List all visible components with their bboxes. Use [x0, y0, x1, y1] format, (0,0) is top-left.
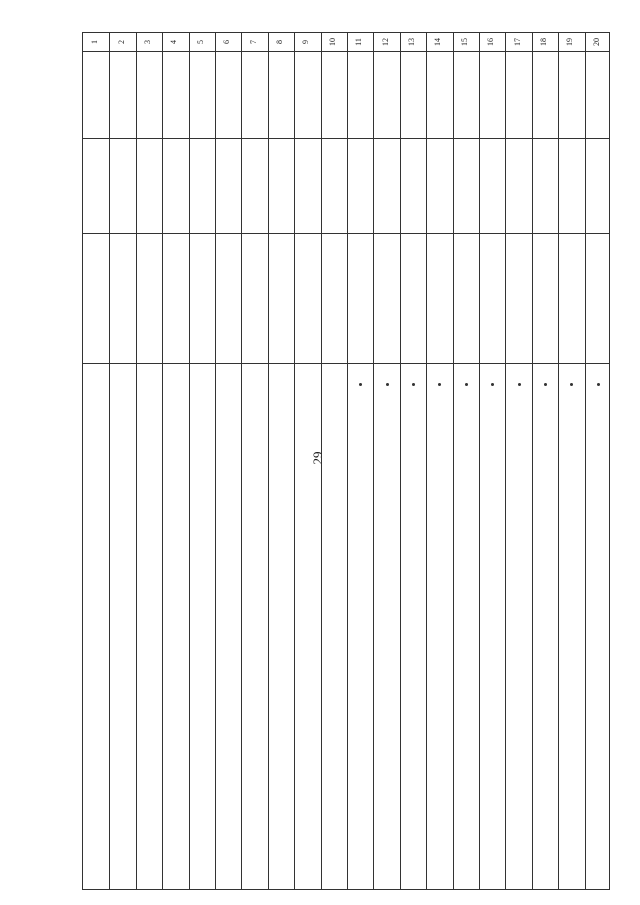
- column-number: 19: [565, 38, 575, 46]
- table-column-divider: [426, 33, 427, 889]
- column-number: 15: [459, 38, 469, 46]
- column-number: 4: [169, 40, 179, 44]
- table-column-divider: [373, 33, 374, 889]
- table-column-divider: [162, 33, 163, 889]
- empty-cell-marker: [544, 383, 547, 386]
- page-number: 29: [310, 451, 325, 465]
- column-number: 3: [143, 40, 152, 44]
- empty-cell-marker: [491, 383, 494, 386]
- column-number: 20: [591, 38, 601, 46]
- column-number: 8: [275, 40, 284, 44]
- column-number: 10: [327, 38, 337, 46]
- empty-cell-marker: [412, 383, 415, 386]
- table-row-divider: [83, 363, 609, 364]
- table-row-divider: [83, 138, 609, 139]
- empty-cell-marker: [518, 383, 521, 386]
- table-column-divider: [532, 33, 533, 889]
- table-column-divider: [453, 33, 454, 889]
- column-number: 14: [433, 38, 443, 46]
- empty-cell-marker: [597, 383, 600, 386]
- column-number: 9: [301, 40, 311, 44]
- table-column-divider: [241, 33, 242, 889]
- table-row-divider: [83, 51, 609, 52]
- table-column-divider: [479, 33, 480, 889]
- column-number: 5: [195, 40, 205, 44]
- column-number: 16: [486, 38, 496, 46]
- column-number: 1: [90, 40, 100, 44]
- empty-cell-marker: [570, 383, 573, 386]
- column-number: 7: [248, 40, 258, 44]
- empty-cell-marker: [359, 383, 362, 386]
- column-number: 11: [354, 38, 364, 46]
- table-column-divider: [505, 33, 506, 889]
- column-number: 13: [407, 38, 416, 46]
- table-column-divider: [268, 33, 269, 889]
- column-number: 17: [512, 38, 522, 46]
- rotated-table: [82, 32, 610, 890]
- table-column-divider: [558, 33, 559, 889]
- column-number: 18: [539, 38, 548, 46]
- column-number: 12: [380, 38, 390, 46]
- table-column-divider: [294, 33, 295, 889]
- table-column-divider: [215, 33, 216, 889]
- table-column-divider: [347, 33, 348, 889]
- empty-cell-marker: [465, 383, 468, 386]
- table-column-divider: [189, 33, 190, 889]
- table-column-divider: [400, 33, 401, 889]
- column-number: 6: [222, 40, 232, 44]
- column-number: 2: [116, 40, 126, 44]
- table-column-divider: [136, 33, 137, 889]
- table-column-divider: [321, 33, 322, 889]
- empty-cell-marker: [438, 383, 441, 386]
- table-column-divider: [585, 33, 586, 889]
- table-column-divider: [109, 33, 110, 889]
- empty-cell-marker: [386, 383, 389, 386]
- table-row-divider: [83, 233, 609, 234]
